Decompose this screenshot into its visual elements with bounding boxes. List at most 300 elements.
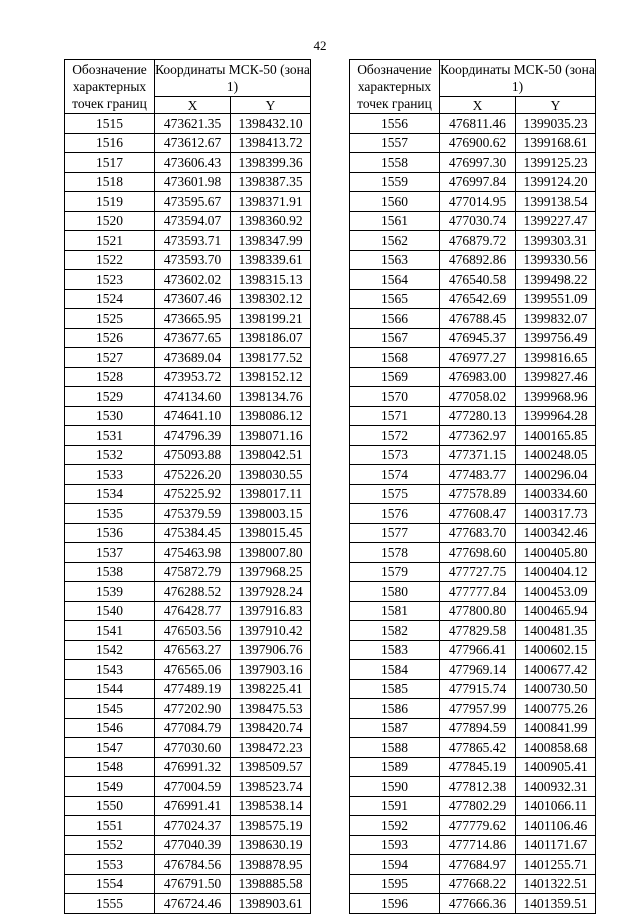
table-row [65,114,311,134]
table-row [350,504,596,524]
point-id-cell: 1587 [350,718,440,738]
x-coordinate-cell: 477894.59 [440,718,516,738]
x-coordinate-cell: 476991.32 [155,757,231,777]
point-id-cell: 1579 [350,562,440,582]
x-coordinate-cell: 477024.37 [155,816,231,836]
x-coordinate-cell: 476991.41 [155,796,231,816]
y-coordinate-cell: 1398420.74 [231,718,311,738]
point-id-cell: 1580 [350,582,440,602]
point-id-cell: 1528 [65,367,155,387]
x-coordinate-cell: 477058.02 [440,387,516,407]
x-coordinate-cell: 477666.36 [440,894,516,914]
table-row [65,718,311,738]
y-coordinate-cell: 1400296.04 [516,465,596,485]
point-id-cell: 1555 [65,894,155,914]
table-row [350,718,596,738]
table-row [350,796,596,816]
table-row [350,211,596,231]
point-id-cell: 1538 [65,562,155,582]
y-coordinate-cell: 1398186.07 [231,328,311,348]
y-coordinate-cell: 1401066.11 [516,796,596,816]
table-row [65,484,311,504]
table-row [350,894,596,914]
y-coordinate-cell: 1398347.99 [231,231,311,251]
x-coordinate-cell: 476428.77 [155,601,231,621]
x-coordinate-cell: 476900.62 [440,133,516,153]
x-coordinate-cell: 476724.46 [155,894,231,914]
y-coordinate-cell: 1400453.09 [516,582,596,602]
y-coordinate-cell: 1398575.19 [231,816,311,836]
table-row [350,543,596,563]
x-coordinate-cell: 477915.74 [440,679,516,699]
x-header: X [155,97,231,114]
point-id-cell: 1574 [350,465,440,485]
y-coordinate-cell: 1398315.13 [231,270,311,290]
y-coordinate-cell: 1400405.80 [516,543,596,563]
point-id-cell: 1530 [65,406,155,426]
table-row [350,757,596,777]
x-coordinate-cell: 477202.90 [155,699,231,719]
x-coordinate-cell: 476945.37 [440,328,516,348]
point-id-cell: 1527 [65,348,155,368]
table-body [65,114,311,914]
x-coordinate-cell: 473595.67 [155,192,231,212]
x-coordinate-cell: 476997.84 [440,172,516,192]
y-coordinate-cell: 1398339.61 [231,250,311,270]
point-id-cell: 1564 [350,270,440,290]
x-coordinate-cell: 477084.79 [155,718,231,738]
y-coordinate-cell: 1397916.83 [231,601,311,621]
point-id-cell: 1561 [350,211,440,231]
point-id-cell: 1590 [350,777,440,797]
table-row [65,562,311,582]
table-row [65,406,311,426]
x-coordinate-cell: 473689.04 [155,348,231,368]
x-coordinate-cell: 477030.60 [155,738,231,758]
y-coordinate-cell: 1398475.53 [231,699,311,719]
table-row [65,874,311,894]
table-row [65,309,311,329]
x-coordinate-cell: 476540.58 [440,270,516,290]
y-coordinate-cell: 1398472.23 [231,738,311,758]
point-id-cell: 1596 [350,894,440,914]
table-row [65,387,311,407]
x-coordinate-cell: 476503.56 [155,621,231,641]
y-coordinate-cell: 1398523.74 [231,777,311,797]
table-row [350,250,596,270]
point-id-cell: 1533 [65,465,155,485]
table-row [350,133,596,153]
y-coordinate-cell: 1400465.94 [516,601,596,621]
x-coordinate-cell: 477578.89 [440,484,516,504]
point-id-cell: 1523 [65,270,155,290]
point-id-cell: 1550 [65,796,155,816]
point-id-cell: 1588 [350,738,440,758]
table-row [65,445,311,465]
x-coordinate-cell: 473612.67 [155,133,231,153]
y-coordinate-cell: 1399551.09 [516,289,596,309]
x-coordinate-cell: 476983.00 [440,367,516,387]
x-coordinate-cell: 477714.86 [440,835,516,855]
y-coordinate-cell: 1398387.35 [231,172,311,192]
x-coordinate-cell: 477004.59 [155,777,231,797]
y-coordinate-cell: 1398630.19 [231,835,311,855]
point-id-cell: 1559 [350,172,440,192]
x-coordinate-cell: 476784.56 [155,855,231,875]
point-id-cell: 1582 [350,621,440,641]
table-row [350,114,596,134]
x-coordinate-cell: 477040.39 [155,835,231,855]
y-coordinate-cell: 1400481.35 [516,621,596,641]
table-row [65,835,311,855]
x-coordinate-cell: 477800.80 [440,601,516,621]
x-coordinate-cell: 473607.46 [155,289,231,309]
y-coordinate-cell: 1398399.36 [231,153,311,173]
point-id-cell: 1536 [65,523,155,543]
point-id-cell: 1545 [65,699,155,719]
table-row [65,816,311,836]
x-coordinate-cell: 477684.97 [440,855,516,875]
x-coordinate-cell: 475226.20 [155,465,231,485]
y-coordinate-cell: 1397968.25 [231,562,311,582]
table-row [65,738,311,758]
y-coordinate-cell: 1398360.92 [231,211,311,231]
x-coordinate-cell: 473953.72 [155,367,231,387]
point-id-cell: 1576 [350,504,440,524]
point-id-cell: 1565 [350,289,440,309]
x-coordinate-cell: 473593.71 [155,231,231,251]
point-id-cell: 1562 [350,231,440,251]
table-row [350,777,596,797]
point-id-cell: 1577 [350,523,440,543]
y-coordinate-cell: 1398302.12 [231,289,311,309]
table-row [65,211,311,231]
table-row [350,231,596,251]
table-row [65,172,311,192]
y-coordinate-cell: 1401106.46 [516,816,596,836]
x-coordinate-cell: 477829.58 [440,621,516,641]
x-coordinate-cell: 477845.19 [440,757,516,777]
table-row [350,465,596,485]
x-coordinate-cell: 473602.02 [155,270,231,290]
x-coordinate-cell: 477966.41 [440,640,516,660]
y-coordinate-cell: 1399124.20 [516,172,596,192]
coordinates-header: Координаты МСК-50 (зона 1) [155,60,311,97]
point-id-cell: 1591 [350,796,440,816]
x-coordinate-cell: 473593.70 [155,250,231,270]
point-id-cell: 1520 [65,211,155,231]
table-row [350,816,596,836]
table-row [65,582,311,602]
point-id-cell: 1532 [65,445,155,465]
x-coordinate-cell: 476542.69 [440,289,516,309]
x-coordinate-cell: 477727.75 [440,562,516,582]
point-id-cell: 1518 [65,172,155,192]
designation-header: Обозначение характерных точек границ [65,60,155,114]
x-coordinate-cell: 475093.88 [155,445,231,465]
table-row [350,523,596,543]
y-coordinate-cell: 1399964.28 [516,406,596,426]
x-coordinate-cell: 476977.27 [440,348,516,368]
point-id-cell: 1581 [350,601,440,621]
table-row [65,231,311,251]
y-coordinate-cell: 1398878.95 [231,855,311,875]
point-id-cell: 1554 [65,874,155,894]
point-id-cell: 1539 [65,582,155,602]
x-coordinate-cell: 477668.22 [440,874,516,894]
y-coordinate-cell: 1398225.41 [231,679,311,699]
point-id-cell: 1572 [350,426,440,446]
table-row [350,406,596,426]
y-coordinate-cell: 1399125.23 [516,153,596,173]
point-id-cell: 1578 [350,543,440,563]
table-row [65,328,311,348]
point-id-cell: 1521 [65,231,155,251]
point-id-cell: 1558 [350,153,440,173]
x-coordinate-cell: 477777.84 [440,582,516,602]
x-coordinate-cell: 475225.92 [155,484,231,504]
point-id-cell: 1529 [65,387,155,407]
table-row [65,367,311,387]
y-coordinate-cell: 1400677.42 [516,660,596,680]
point-id-cell: 1525 [65,309,155,329]
table-row [350,153,596,173]
table-row [65,270,311,290]
x-coordinate-cell: 477608.47 [440,504,516,524]
table-row [350,289,596,309]
point-id-cell: 1585 [350,679,440,699]
table-row [65,426,311,446]
point-id-cell: 1593 [350,835,440,855]
table-row [350,367,596,387]
point-id-cell: 1567 [350,328,440,348]
table-row [65,679,311,699]
point-id-cell: 1526 [65,328,155,348]
table-row [65,855,311,875]
table-row [350,309,596,329]
y-coordinate-cell: 1398885.58 [231,874,311,894]
point-id-cell: 1541 [65,621,155,641]
table-row [65,640,311,660]
y-coordinate-cell: 1400317.73 [516,504,596,524]
x-coordinate-cell: 476565.06 [155,660,231,680]
table-row [65,699,311,719]
point-id-cell: 1551 [65,816,155,836]
y-coordinate-cell: 1397910.42 [231,621,311,641]
x-coordinate-cell: 477362.97 [440,426,516,446]
y-coordinate-cell: 1398017.11 [231,484,311,504]
table-row [65,796,311,816]
x-coordinate-cell: 477812.38 [440,777,516,797]
y-coordinate-cell: 1400342.46 [516,523,596,543]
x-coordinate-cell: 476997.30 [440,153,516,173]
y-coordinate-cell: 1398015.45 [231,523,311,543]
y-coordinate-cell: 1398152.12 [231,367,311,387]
table-row [350,270,596,290]
x-coordinate-cell: 477014.95 [440,192,516,212]
table-row [350,582,596,602]
x-coordinate-cell: 477030.74 [440,211,516,231]
x-coordinate-cell: 473601.98 [155,172,231,192]
table-row [65,523,311,543]
y-coordinate-cell: 1399832.07 [516,309,596,329]
y-coordinate-cell: 1398071.16 [231,426,311,446]
point-id-cell: 1515 [65,114,155,134]
y-coordinate-cell: 1398177.52 [231,348,311,368]
y-coordinate-cell: 1399968.96 [516,387,596,407]
y-coordinate-cell: 1400165.85 [516,426,596,446]
y-coordinate-cell: 1397906.76 [231,640,311,660]
table-row [350,660,596,680]
x-coordinate-cell: 477371.15 [440,445,516,465]
table-row [65,289,311,309]
table-row [350,348,596,368]
y-coordinate-cell: 1397903.16 [231,660,311,680]
table-row [350,484,596,504]
point-id-cell: 1553 [65,855,155,875]
table-row [350,699,596,719]
table-row [350,426,596,446]
y-coordinate-cell: 1398042.51 [231,445,311,465]
y-coordinate-cell: 1398413.72 [231,133,311,153]
table-row [350,855,596,875]
coordinates-header: Координаты МСК-50 (зона 1) [440,60,596,97]
y-coordinate-cell: 1399035.23 [516,114,596,134]
y-coordinate-cell: 1400602.15 [516,640,596,660]
point-id-cell: 1583 [350,640,440,660]
y-coordinate-cell: 1400404.12 [516,562,596,582]
x-coordinate-cell: 473665.95 [155,309,231,329]
table-row [350,835,596,855]
y-header: Y [231,97,311,114]
point-id-cell: 1546 [65,718,155,738]
y-coordinate-cell: 1398509.57 [231,757,311,777]
y-coordinate-cell: 1398371.91 [231,192,311,212]
table-row [65,894,311,914]
y-coordinate-cell: 1401171.67 [516,835,596,855]
table-row [65,250,311,270]
x-coordinate-cell: 474796.39 [155,426,231,446]
y-coordinate-cell: 1398086.12 [231,406,311,426]
point-id-cell: 1568 [350,348,440,368]
point-id-cell: 1592 [350,816,440,836]
x-coordinate-cell: 477698.60 [440,543,516,563]
point-id-cell: 1516 [65,133,155,153]
y-coordinate-cell: 1398903.61 [231,894,311,914]
designation-header: Обозначение характерных точек границ [350,60,440,114]
point-id-cell: 1535 [65,504,155,524]
y-coordinate-cell: 1398432.10 [231,114,311,134]
table-row [65,660,311,680]
y-coordinate-cell: 1399168.61 [516,133,596,153]
table-row [350,562,596,582]
table-row [350,172,596,192]
x-coordinate-cell: 473621.35 [155,114,231,134]
table-row [65,192,311,212]
table-row [65,757,311,777]
page-number: 42 [313,38,327,53]
point-id-cell: 1517 [65,153,155,173]
x-coordinate-cell: 476788.45 [440,309,516,329]
x-coordinate-cell: 476879.72 [440,231,516,251]
y-coordinate-cell: 1397928.24 [231,582,311,602]
point-id-cell: 1556 [350,114,440,134]
y-coordinate-cell: 1400730.50 [516,679,596,699]
x-coordinate-cell: 477683.70 [440,523,516,543]
y-coordinate-cell: 1401322.51 [516,874,596,894]
point-id-cell: 1571 [350,406,440,426]
y-coordinate-cell: 1400248.05 [516,445,596,465]
table-row [65,621,311,641]
coordinates-table-left [64,59,311,914]
y-coordinate-cell: 1398003.15 [231,504,311,524]
table-row [350,601,596,621]
x-coordinate-cell: 477969.14 [440,660,516,680]
table-row [65,348,311,368]
x-coordinate-cell: 477802.29 [440,796,516,816]
x-coordinate-cell: 477483.77 [440,465,516,485]
point-id-cell: 1537 [65,543,155,563]
point-id-cell: 1552 [65,835,155,855]
y-coordinate-cell: 1400932.31 [516,777,596,797]
x-coordinate-cell: 473606.43 [155,153,231,173]
x-coordinate-cell: 475384.45 [155,523,231,543]
x-coordinate-cell: 477280.13 [440,406,516,426]
point-id-cell: 1573 [350,445,440,465]
point-id-cell: 1569 [350,367,440,387]
table-row [65,601,311,621]
table-body [350,114,596,914]
table-row [350,192,596,212]
table-row [350,874,596,894]
x-coordinate-cell: 476892.86 [440,250,516,270]
table-row [65,133,311,153]
y-coordinate-cell: 1399498.22 [516,270,596,290]
coordinates-table-right [349,59,596,914]
point-id-cell: 1594 [350,855,440,875]
y-coordinate-cell: 1398199.21 [231,309,311,329]
x-coordinate-cell: 477865.42 [440,738,516,758]
y-coordinate-cell: 1401255.71 [516,855,596,875]
table-row [65,465,311,485]
y-coordinate-cell: 1399227.47 [516,211,596,231]
point-id-cell: 1547 [65,738,155,758]
point-id-cell: 1531 [65,426,155,446]
x-coordinate-cell: 477779.62 [440,816,516,836]
point-id-cell: 1544 [65,679,155,699]
point-id-cell: 1570 [350,387,440,407]
y-coordinate-cell: 1399138.54 [516,192,596,212]
x-coordinate-cell: 473594.07 [155,211,231,231]
point-id-cell: 1540 [65,601,155,621]
y-coordinate-cell: 1398134.76 [231,387,311,407]
x-coordinate-cell: 474134.60 [155,387,231,407]
y-coordinate-cell: 1401359.51 [516,894,596,914]
y-coordinate-cell: 1399816.65 [516,348,596,368]
x-coordinate-cell: 476791.50 [155,874,231,894]
table-row [350,621,596,641]
table-row [65,504,311,524]
y-coordinate-cell: 1399303.31 [516,231,596,251]
point-id-cell: 1522 [65,250,155,270]
x-header: X [440,97,516,114]
point-id-cell: 1543 [65,660,155,680]
point-id-cell: 1560 [350,192,440,212]
y-coordinate-cell: 1400775.26 [516,699,596,719]
y-coordinate-cell: 1400905.41 [516,757,596,777]
table-row [350,640,596,660]
point-id-cell: 1542 [65,640,155,660]
